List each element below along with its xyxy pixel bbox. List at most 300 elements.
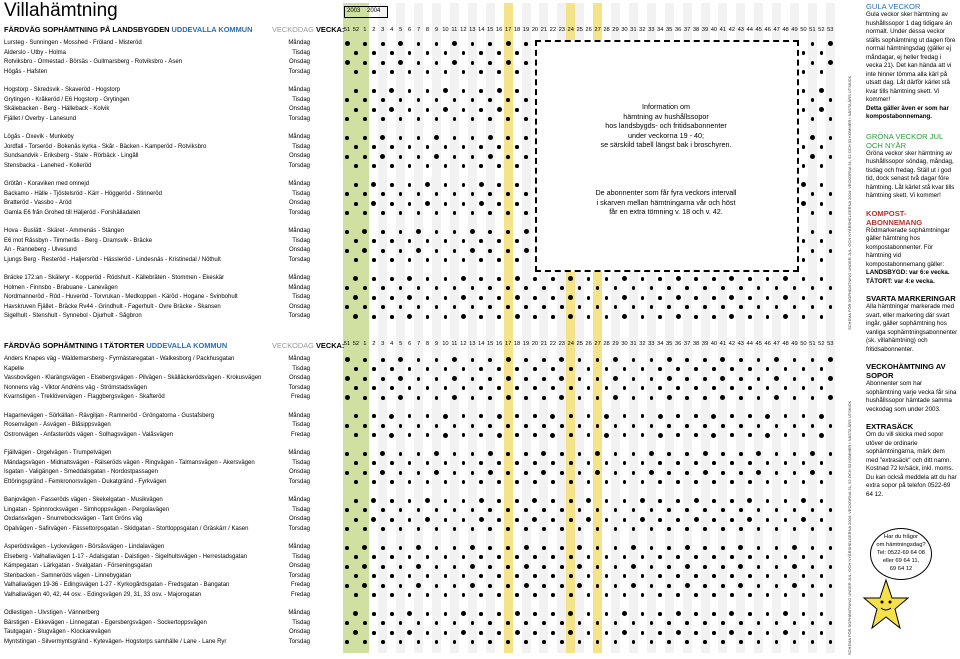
pickup-dot (363, 286, 367, 290)
pickup-dot (471, 358, 475, 362)
pickup-dot (542, 286, 546, 290)
pickup-dot (506, 155, 510, 159)
route-name: Jordfall - Torseröd - Bokenäs kyrka - Skår - Bäcken - Kamperöd - Rotviksbro (4, 143, 207, 150)
pickup-dot (685, 452, 689, 456)
pickup-dot (542, 527, 546, 531)
week-number: 45 (755, 27, 762, 33)
pickup-dot (829, 452, 833, 456)
pickup-dot (453, 230, 457, 234)
route-weekday: Måndag (288, 228, 310, 234)
pickup-dot (363, 527, 367, 531)
pickup-dot (453, 565, 457, 569)
route-weekday: Tisdag (292, 619, 310, 626)
pickup-dot (685, 545, 690, 550)
route-weekday: Torsdag (288, 162, 310, 169)
pickup-dot (730, 518, 734, 522)
pickup-dot (694, 517, 699, 522)
pickup-dot (650, 508, 654, 512)
route-row (4, 86, 310, 96)
pickup-dot (685, 424, 689, 428)
pickup-dot (345, 546, 349, 550)
pickup-dot (739, 527, 743, 531)
pickup-dot (524, 358, 528, 362)
pickup-dot (667, 565, 671, 569)
pickup-dot (372, 89, 376, 93)
pickup-dot (488, 470, 493, 475)
pickup-dot (542, 565, 546, 569)
pickup-dot (390, 480, 394, 484)
week-number: 6 (408, 27, 412, 33)
pickup-dot (497, 107, 502, 112)
pickup-dot (569, 518, 573, 522)
week-number: 11 (451, 27, 458, 33)
pickup-dot (650, 584, 654, 588)
route-name: Stensbacka - Lanehed - Kolleröd (4, 162, 92, 169)
pickup-dot (515, 630, 520, 635)
pickup-dot (524, 527, 528, 531)
route-row (4, 384, 310, 394)
pickup-dot (390, 164, 394, 168)
pickup-dot (676, 314, 681, 319)
pickup-dot (658, 296, 662, 300)
pickup-dot (766, 277, 770, 281)
route-weekday: Torsdag (288, 68, 310, 75)
week-number: 23 (558, 341, 566, 347)
week-number: 38 (692, 27, 700, 33)
pickup-dot (506, 98, 510, 102)
route-row (4, 190, 310, 200)
pickup-dot (542, 358, 546, 362)
pickup-dot (676, 574, 680, 578)
pickup-dot (506, 395, 511, 400)
pickup-dot (820, 277, 824, 281)
pickup-dot (694, 414, 698, 418)
week-number: 23 (558, 27, 566, 33)
pickup-dot (524, 471, 528, 475)
pickup-dot (462, 89, 466, 93)
pickup-dot (497, 51, 501, 55)
pickup-dot (676, 295, 681, 300)
pickup-dot (820, 70, 824, 74)
pickup-dot (497, 555, 501, 559)
week-number: 44 (746, 341, 753, 347)
pickup-dot (389, 414, 394, 419)
pickup-dot (623, 518, 627, 522)
route-row (4, 628, 310, 638)
pickup-dot (685, 305, 689, 309)
week-number: 44 (746, 27, 753, 33)
pickup-dot (479, 517, 484, 522)
route-row (4, 152, 310, 162)
pickup-dot (775, 424, 779, 428)
pickup-dot (766, 296, 770, 300)
pickup-dot (676, 461, 680, 465)
pickup-dot (748, 386, 752, 390)
pickup-dot (667, 376, 672, 381)
week-number: 25 (576, 27, 583, 33)
week-number: 51 (809, 341, 816, 347)
pickup-dot (372, 433, 376, 437)
pickup-dot (506, 452, 510, 456)
pickup-dot (426, 296, 430, 300)
pickup-dot (345, 527, 349, 531)
route-row (4, 143, 310, 153)
yellow-weeks-text: Gula veckor sker hämtning av hushållssopor 1 dag tidigare än normalt. Under dessa veckor ställs sophämtning ut dagen före normal hämtningsdag (gäller ej måndagar, ej heller fredag i vecka 21). Det kan hända att vi inte hinner tömma alla kärl på utsatt dag. Låt därför kärlet stå kvar tills hämtning skett. Vi kommer! (866, 11, 956, 103)
week-number: 53 (827, 341, 834, 347)
pickup-dot (354, 51, 358, 55)
pickup-dot (497, 296, 501, 300)
pickup-dot (444, 296, 448, 300)
pickup-dot (345, 249, 349, 253)
pickup-dot (515, 276, 520, 281)
pickup-dot (515, 574, 519, 578)
route-name: Lingatan - Spinnrocksvägen - Simhoppsvägen - Pergolavägen (4, 506, 170, 513)
pickup-dot (712, 518, 716, 522)
pickup-dot (444, 277, 448, 281)
week-number: 29 (612, 27, 619, 33)
pickup-dot (560, 508, 564, 512)
pickup-dot (685, 396, 689, 400)
route-weekday: Torsdag (288, 638, 310, 645)
section1-weeks-header: VECKA: (316, 25, 345, 34)
pickup-dot (471, 452, 475, 456)
route-weekday: Torsdag (288, 313, 310, 319)
pickup-dot (569, 414, 573, 418)
pickup-dot (703, 286, 707, 290)
pickup-dot (506, 286, 510, 290)
pickup-dot (479, 296, 483, 300)
pickup-dot (829, 286, 833, 290)
pickup-dot (363, 621, 367, 625)
route-name: Stenbacken - Samneröds vägen - Linnebygatan (4, 572, 132, 579)
pickup-dot (515, 314, 520, 319)
pickup-dot (354, 593, 358, 597)
pickup-dot (811, 584, 815, 588)
page-title: Villahämtning (4, 0, 118, 21)
pickup-dot (417, 452, 421, 456)
pickup-dot (829, 192, 833, 196)
pickup-dot (515, 414, 519, 418)
section1-weekday-header: VECKODAG (272, 25, 314, 34)
pickup-dot (694, 433, 698, 437)
route-name: Sundsandvik - Eriksberg - Stale - Rörbäck - Lingåll (4, 153, 139, 159)
pickup-dot (829, 565, 833, 569)
pickup-dot (515, 593, 519, 597)
route-row (4, 393, 310, 403)
pickup-dot (739, 377, 743, 381)
pickup-dot (506, 192, 510, 196)
pickup-dot (560, 452, 564, 456)
pickup-dot (811, 230, 815, 234)
pickup-dot (650, 358, 654, 362)
pickup-dot (820, 202, 824, 206)
week-number: 12 (460, 341, 467, 347)
route-name: Holmen - Finnsbo - Brabuane - Lanevägen (4, 284, 118, 291)
pickup-dot (506, 117, 510, 121)
pickup-dot (739, 396, 743, 400)
pickup-dot (820, 461, 824, 465)
pickup-dot (515, 295, 520, 300)
route-name: Mändagsvägen - Midnattsvägen - Rälseröds vägen - Ringvägen - Talmansvägen - Äkersvägen (4, 459, 255, 466)
pickup-dot (497, 386, 501, 390)
route-row (4, 506, 310, 516)
week-number: 28 (603, 341, 610, 347)
route-name: Hagarnevägen - Sörkällan - Rävgiljan - Ramneröd - Gröngatorna - Gustafsberg (4, 412, 215, 419)
year-header (344, 6, 388, 18)
route-name: Anders Knapes väg - Waldemarsberg - Fyrmästaregatan - Walkesborg / Packhusgatan (4, 356, 235, 362)
pickup-dot (471, 61, 475, 65)
pickup-dot (488, 396, 492, 400)
pickup-dot (479, 631, 483, 635)
pickup-dot (694, 296, 698, 300)
pickup-dot (381, 424, 385, 428)
pickup-dot (712, 593, 716, 597)
pickup-dot (748, 631, 752, 635)
pickup-dot (372, 108, 376, 112)
pickup-dot (417, 42, 421, 46)
pickup-dot (533, 461, 537, 465)
route-name: Kvarnstigen - Treklövervägen - Flaggbergsvägen - Skafteröd (4, 394, 165, 400)
route-weekday: Måndag (288, 275, 310, 281)
pickup-dot (479, 89, 483, 93)
route-name: Nonnens väg - Viktor Andréns väg - Strömstadsvägen (4, 384, 147, 391)
pickup-dot (354, 386, 358, 390)
pickup-dot (569, 555, 573, 559)
pickup-dot (417, 155, 421, 159)
pickup-dot (766, 499, 770, 503)
pickup-dot (712, 277, 716, 281)
week-number: 31 (630, 341, 637, 347)
pickup-dot (632, 396, 636, 400)
pickup-dot (721, 286, 725, 290)
pickup-dot (345, 286, 349, 290)
pickup-dot (667, 357, 672, 362)
pickup-dot (650, 640, 654, 644)
pickup-dot (560, 286, 564, 290)
week-number: 40 (710, 341, 718, 347)
pickup-dot (685, 564, 690, 569)
week-number: 9 (434, 341, 439, 347)
pickup-dot (542, 508, 546, 512)
pickup-dot (569, 593, 573, 597)
pickup-dot (381, 640, 385, 644)
route-weekday: Fredag (290, 591, 310, 598)
pickup-dot (471, 396, 475, 400)
route-weekday: Måndag (288, 610, 310, 616)
pickup-dot (462, 108, 466, 112)
pickup-dot (748, 480, 752, 484)
route-row (4, 374, 310, 384)
pickup-dot (748, 367, 752, 371)
pickup-dot (739, 286, 743, 290)
pickup-dot (820, 51, 824, 55)
pickup-dot (435, 377, 439, 381)
pickup-dot (354, 367, 358, 371)
pickup-dot (497, 239, 501, 243)
week-number: 53 (827, 27, 834, 33)
pickup-dot (802, 296, 806, 300)
pickup-dot (417, 358, 421, 362)
pickup-dot (524, 286, 528, 290)
pickup-dot (345, 211, 349, 215)
pickup-dot (524, 192, 528, 196)
pickup-dot (506, 424, 510, 428)
route-name: Tautgagan - Slugvägen - Klockarevägen (4, 629, 111, 635)
route-row (4, 246, 310, 256)
pickup-dot (453, 452, 457, 456)
yellow-weeks-title: GULA VECKOR (866, 2, 921, 11)
pickup-dot (372, 164, 376, 168)
pickup-dot (820, 239, 824, 243)
week-number: 35 (665, 27, 673, 33)
week-number: 18 (513, 341, 521, 347)
route-row (4, 115, 310, 125)
pickup-dot (417, 471, 421, 475)
pickup-dot (712, 480, 716, 484)
pickup-dot (381, 621, 385, 625)
pickup-dot (829, 508, 833, 512)
pickup-dot (345, 230, 349, 234)
pickup-dot (667, 640, 671, 644)
route-name: Älderslo - Utby - Holma (4, 49, 67, 56)
vertical-note-2: SCHEMA FÖR SOPHÄMTNING UNDER JUL- OCH NYÅRSHELGERNA 2004: VECKORNA 51, 52 OCH 53 KOMMER I NÄSTA ÅRS UTSKICK (847, 400, 852, 655)
pickup-dot (820, 315, 824, 319)
info-line-1: Information om (642, 102, 690, 111)
pickup-dot (390, 315, 394, 319)
pickup-dot (506, 584, 510, 588)
pickup-dot (667, 584, 671, 588)
pickup-dot (765, 414, 770, 419)
pickup-dot (390, 70, 394, 74)
pickup-dot (453, 249, 457, 253)
route-weekday: Tisdag (292, 294, 310, 300)
pickup-dot (712, 367, 716, 371)
pickup-dot (685, 583, 690, 588)
pickup-dot (345, 376, 350, 381)
pickup-dot (641, 593, 645, 597)
pickup-dot (694, 386, 698, 390)
pickup-dot (721, 546, 725, 550)
section1-header (4, 25, 344, 34)
pickup-dot (730, 433, 734, 437)
route-row (4, 312, 310, 322)
pickup-dot (533, 631, 537, 635)
route-weekday: Onsdag (288, 516, 310, 522)
pickup-dot (748, 296, 752, 300)
pickup-dot (604, 414, 609, 419)
pickup-dot (802, 108, 806, 112)
pickup-dot (641, 315, 645, 319)
pickup-dot (515, 202, 519, 206)
pickup-dot (453, 584, 457, 588)
info-box (535, 40, 799, 272)
pickup-dot (381, 584, 385, 588)
week-number: 47 (773, 341, 780, 347)
route-name: Oxdansvägen - Snurrebocksvägen - Tant Gröns väg (4, 516, 143, 522)
pickup-dot (372, 367, 376, 371)
pickup-dot (829, 584, 833, 588)
pickup-dot (712, 461, 716, 465)
week-number: 21 (540, 341, 548, 347)
pickup-dot (560, 621, 564, 625)
pickup-dot (524, 305, 528, 309)
route-weekday: Onsdag (288, 59, 310, 65)
route-row (4, 39, 310, 49)
pickup-dot (748, 574, 752, 578)
pickup-dot (811, 42, 815, 46)
pickup-dot (793, 424, 797, 428)
pickup-dot (819, 433, 824, 438)
week-number: 42 (728, 27, 736, 33)
pickup-dot (345, 98, 349, 102)
week-number: 49 (791, 341, 798, 347)
pickup-dot (515, 433, 519, 437)
pickup-dot (453, 155, 457, 159)
week-number: 5 (399, 341, 403, 347)
pickup-dot (497, 258, 501, 262)
pickup-dot (820, 499, 824, 503)
pickup-dot (488, 621, 492, 625)
pickup-dot (408, 183, 412, 187)
pickup-dot (694, 315, 698, 319)
pickup-dot (444, 499, 448, 503)
pickup-dot (533, 296, 537, 300)
pickup-dot (703, 358, 707, 362)
pickup-dot (524, 377, 528, 381)
pickup-dot (775, 584, 779, 588)
pickup-dot (712, 555, 716, 559)
pickup-dot (712, 574, 716, 578)
pickup-dot (381, 305, 385, 309)
pickup-dot (497, 164, 501, 168)
route-name: Myntstingan - Silvermyntsgränd - Kytevägen- Hogstorps samhälle / Lane - Lane Ryr (4, 638, 227, 645)
week-number: 22 (549, 27, 557, 33)
pickup-dot (408, 518, 412, 522)
pickup-dot (444, 202, 448, 206)
pickup-dot (551, 461, 555, 465)
pickup-dot (381, 508, 385, 512)
pickup-dot (605, 612, 609, 616)
pickup-dot (354, 239, 358, 243)
pickup-dot (829, 230, 833, 234)
pickup-dot (676, 499, 680, 503)
week-number: 51 (343, 27, 351, 33)
pickup-dot (730, 555, 734, 559)
week-number: 20 (531, 27, 539, 33)
pickup-dot (390, 367, 394, 371)
week-number: 50 (800, 341, 807, 347)
pickup-dot (632, 377, 636, 381)
pickup-dot (524, 155, 528, 159)
week-number: 10 (442, 341, 449, 347)
pickup-dot (605, 296, 609, 300)
pickup-dot (829, 117, 833, 121)
pickup-dot (721, 621, 725, 625)
pickup-dot (363, 396, 367, 400)
week-number: 52 (352, 27, 360, 33)
pickup-dot (515, 108, 519, 112)
pickup-dot (345, 640, 349, 644)
week-number: 26 (585, 27, 592, 33)
info-note-1: De abonnenter som får fyra veckors intervall (595, 188, 737, 197)
pickup-dot (605, 315, 609, 319)
pickup-dot (676, 480, 680, 484)
pickup-dot (533, 480, 537, 484)
week-number: 7 (416, 27, 421, 33)
pickup-dot (587, 296, 591, 300)
route-row (4, 68, 310, 78)
pickup-dot (667, 508, 671, 512)
